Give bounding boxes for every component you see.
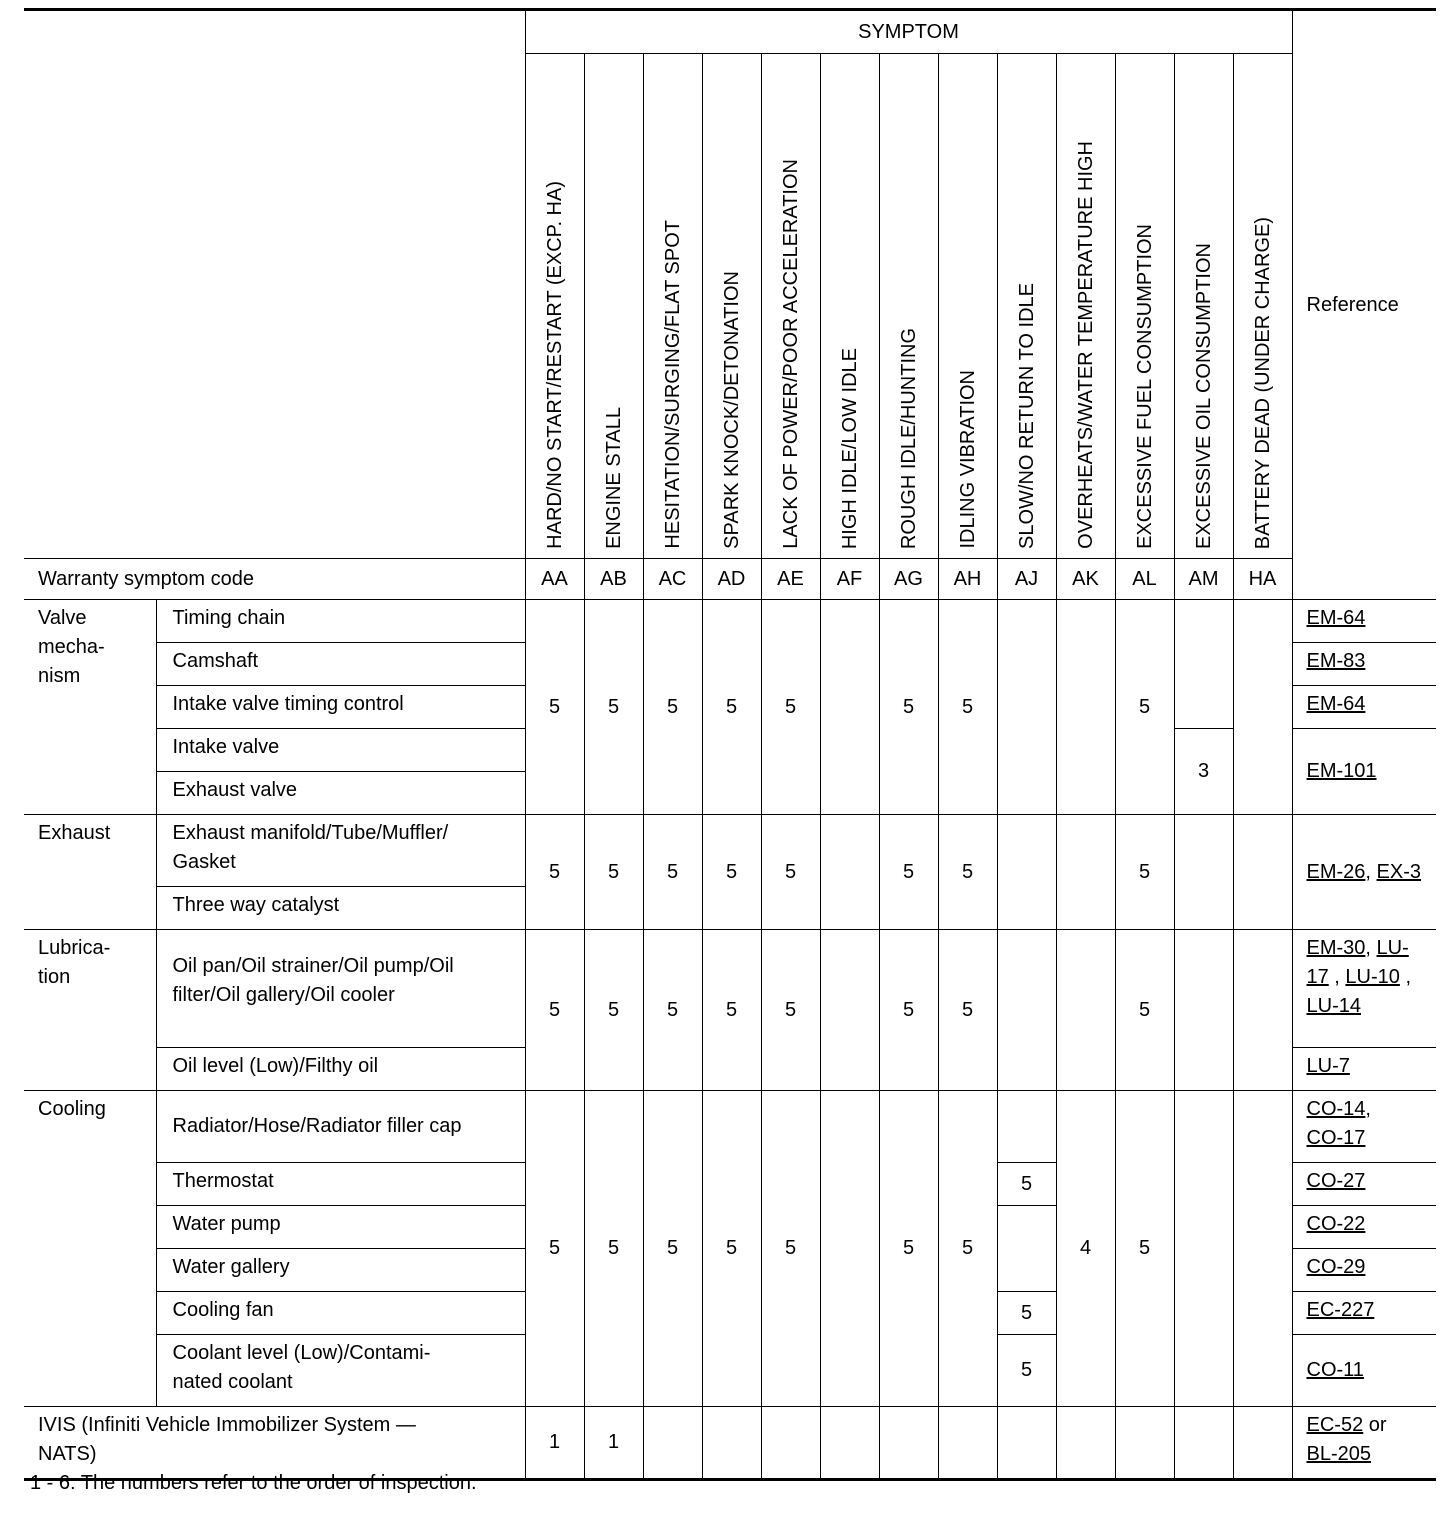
value-cell (879, 1407, 938, 1480)
value-cell: 5 (1115, 1091, 1174, 1407)
value-cell (997, 1407, 1056, 1480)
symptom-header (584, 54, 643, 559)
warranty-code: AG (879, 559, 938, 600)
value-cell (643, 1407, 702, 1480)
header-blank (24, 10, 525, 559)
item-cooling-fan: Cooling fan (156, 1292, 525, 1335)
value-cell: 5 (938, 600, 997, 815)
ref-cell (1292, 1048, 1436, 1091)
category-cooling: Cooling (24, 1091, 156, 1407)
ref-link[interactable]: LU-7 (1306, 1055, 1350, 1077)
item-oil-pan: Oil pan/Oil strainer/Oil pump/Oil filter/Oil gallery/Oil cooler (156, 930, 525, 1048)
warranty-code: AA (525, 559, 584, 600)
symptom-header (1233, 54, 1292, 559)
ref-link[interactable]: LU-10 (1345, 966, 1400, 988)
warranty-code: AH (938, 559, 997, 600)
value-cell (1233, 1091, 1292, 1407)
ref-link[interactable]: LU-17 (1306, 937, 1409, 988)
ref-link[interactable]: CO-27 (1306, 1170, 1366, 1192)
item-intake-valve-timing-control: Intake valve timing control (156, 686, 525, 729)
value-cell: 5 (643, 600, 702, 815)
value-cell (702, 1407, 761, 1480)
value-cell: 1 (525, 1407, 584, 1480)
item-exhaust-manifold: Exhaust manifold/Tube/Muffler/ Gasket (156, 815, 525, 887)
symptom-header (1056, 54, 1115, 559)
warranty-code-label: Warranty symptom code (24, 559, 525, 600)
ref-cell (1292, 1292, 1436, 1335)
symptom-header (1115, 54, 1174, 559)
value-cell (997, 600, 1056, 815)
symptom-heading: SYMPTOM (525, 10, 1292, 54)
value-cell (1056, 600, 1115, 815)
value-cell: 5 (1115, 815, 1174, 930)
value-cell: 5 (702, 930, 761, 1091)
value-cell (820, 1091, 879, 1407)
warranty-code: AB (584, 559, 643, 600)
symptom-label: LACK OF POWER/POOR ACCELERATION (779, 159, 802, 549)
ref-cell (1292, 1335, 1436, 1407)
value-cell (1174, 600, 1233, 729)
ref-cell (1292, 729, 1436, 815)
value-cell: 5 (1115, 600, 1174, 815)
item-timing-chain: Timing chain (156, 600, 525, 643)
symptom-header (879, 54, 938, 559)
symptom-label: HIGH IDLE/LOW IDLE (838, 347, 861, 549)
value-cell (1174, 1407, 1233, 1480)
warranty-code: AJ (997, 559, 1056, 600)
ref-link[interactable]: EX-3 (1376, 860, 1421, 883)
value-cell: 5 (997, 1292, 1056, 1335)
symptom-label: HESITATION/SURGING/FLAT SPOT (661, 220, 684, 549)
value-cell: 5 (938, 1091, 997, 1407)
symptom-header (702, 54, 761, 559)
ref-separator: , (1399, 966, 1412, 988)
warranty-code: AF (820, 559, 879, 600)
value-cell: 5 (702, 815, 761, 930)
item-oil-level: Oil level (Low)/Filthy oil (156, 1048, 525, 1091)
item-radiator: Radiator/Hose/Radiator filler cap (156, 1091, 525, 1163)
symptom-label: HARD/NO START/RESTART (EXCP. HA) (543, 181, 566, 549)
symptom-label: SPARK KNOCK/DETONATION (720, 271, 743, 549)
value-cell (997, 1091, 1056, 1163)
symptom-label: EXCESSIVE FUEL CONSUMPTION (1133, 224, 1156, 549)
ref-cell (1292, 1249, 1436, 1292)
value-cell: 5 (584, 600, 643, 815)
symptom-table (24, 8, 1436, 1481)
symptom-label: BATTERY DEAD (UNDER CHARGE) (1251, 216, 1274, 549)
value-cell (997, 815, 1056, 930)
ref-separator: , (1365, 860, 1377, 883)
ref-cell (1292, 600, 1436, 643)
warranty-code: AD (702, 559, 761, 600)
symptom-header (761, 54, 820, 559)
value-cell (820, 1407, 879, 1480)
ref-cell (1292, 1163, 1436, 1206)
ref-link[interactable]: BL-205 (1306, 1443, 1371, 1465)
value-cell (1174, 1091, 1233, 1407)
ref-cell (1292, 1407, 1436, 1480)
symptom-label: ENGINE STALL (602, 407, 625, 549)
ref-separator: , (1365, 937, 1377, 959)
value-cell: 5 (584, 930, 643, 1091)
item-three-way-catalyst: Three way catalyst (156, 887, 525, 930)
value-cell (761, 1407, 820, 1480)
value-cell: 5 (761, 815, 820, 930)
value-cell (997, 1206, 1056, 1292)
value-cell: 5 (584, 815, 643, 930)
warranty-code: HA (1233, 559, 1292, 600)
item-water-pump: Water pump (156, 1206, 525, 1249)
value-cell: 5 (643, 815, 702, 930)
value-cell (1056, 1407, 1115, 1480)
value-cell (820, 815, 879, 930)
category-exhaust: Exhaust (24, 815, 156, 930)
value-cell: 5 (525, 815, 584, 930)
value-cell: 5 (879, 1091, 938, 1407)
symptom-header (1174, 54, 1233, 559)
item-camshaft: Camshaft (156, 643, 525, 686)
value-cell (1233, 600, 1292, 815)
value-cell: 5 (997, 1335, 1056, 1407)
warranty-code: AE (761, 559, 820, 600)
category-valve-mechanism: Valve mecha- nism (24, 600, 156, 815)
value-cell: 5 (525, 930, 584, 1091)
ref-separator: or (1363, 1414, 1387, 1436)
ref-cell (1292, 930, 1436, 1048)
ref-link[interactable]: CO-29 (1306, 1256, 1366, 1278)
category-ivis: IVIS (Infiniti Vehicle Immobilizer System — NATS) (24, 1407, 525, 1480)
ref-link[interactable]: EC-52 (1306, 1414, 1364, 1436)
symptom-header (997, 54, 1056, 559)
ref-link[interactable]: EM-83 (1306, 650, 1366, 672)
symptom-header (525, 54, 584, 559)
ref-separator: , (1328, 966, 1346, 988)
value-cell: 4 (1056, 1091, 1115, 1407)
warranty-code: AM (1174, 559, 1233, 600)
value-cell: 5 (761, 600, 820, 815)
value-cell: 5 (1115, 930, 1174, 1091)
reference-heading: Reference (1292, 10, 1436, 600)
category-lubrication: Lubrica- tion (24, 930, 156, 1091)
value-cell (1056, 815, 1115, 930)
symptom-label: ROUGH IDLE/HUNTING (897, 327, 920, 549)
ref-cell (1292, 686, 1436, 729)
symptom-label: SLOW/NO RETURN TO IDLE (1015, 283, 1038, 549)
value-cell (820, 600, 879, 815)
value-cell: 5 (761, 930, 820, 1091)
footnote: 1 - 6: The numbers refer to the order of inspection. (30, 1472, 477, 1494)
ref-link[interactable]: EM-30 (1306, 937, 1366, 959)
symptom-label: IDLING VIBRATION (956, 370, 979, 549)
value-cell (1233, 1407, 1292, 1480)
ref-link[interactable]: EM-101 (1306, 760, 1377, 782)
warranty-code: AC (643, 559, 702, 600)
value-cell (1174, 815, 1233, 930)
item-water-gallery: Water gallery (156, 1249, 525, 1292)
ref-separator: , (1365, 1098, 1371, 1120)
value-cell: 5 (879, 930, 938, 1091)
ref-cell (1292, 1091, 1436, 1163)
symptom-header (820, 54, 879, 559)
ref-link[interactable]: EM-26 (1306, 860, 1366, 883)
ref-cell (1292, 815, 1436, 930)
value-cell (820, 930, 879, 1091)
item-intake-valve: Intake valve (156, 729, 525, 772)
value-cell: 3 (1174, 729, 1233, 815)
symptom-header (938, 54, 997, 559)
value-cell (1115, 1407, 1174, 1480)
value-cell: 5 (997, 1163, 1056, 1206)
value-cell (1174, 930, 1233, 1091)
warranty-code: AL (1115, 559, 1174, 600)
value-cell: 5 (584, 1091, 643, 1407)
value-cell (1233, 815, 1292, 930)
value-cell (1056, 930, 1115, 1091)
warranty-code: AK (1056, 559, 1115, 600)
value-cell: 5 (525, 1091, 584, 1407)
ref-link[interactable]: CO-22 (1306, 1213, 1366, 1235)
value-cell: 5 (761, 1091, 820, 1407)
item-thermostat: Thermostat (156, 1163, 525, 1206)
value-cell: 5 (879, 815, 938, 930)
ref-link[interactable]: LU-14 (1306, 995, 1361, 1017)
ref-link[interactable]: EC-227 (1306, 1299, 1375, 1321)
value-cell (1233, 930, 1292, 1091)
symptom-label: OVERHEATS/WATER TEMPERATURE HIGH (1074, 141, 1097, 549)
ref-link[interactable]: EM-64 (1306, 693, 1366, 715)
value-cell: 5 (643, 1091, 702, 1407)
value-cell: 5 (643, 930, 702, 1091)
ref-link[interactable]: CO-14 (1306, 1098, 1366, 1120)
value-cell (938, 1407, 997, 1480)
item-exhaust-valve: Exhaust valve (156, 772, 525, 815)
value-cell: 1 (584, 1407, 643, 1480)
value-cell: 5 (879, 600, 938, 815)
ref-cell (1292, 643, 1436, 686)
ref-link[interactable]: CO-17 (1306, 1127, 1366, 1149)
value-cell: 5 (702, 600, 761, 815)
item-coolant-level: Coolant level (Low)/Contami- nated coolant (156, 1335, 525, 1407)
value-cell: 5 (938, 930, 997, 1091)
ref-link[interactable]: EM-64 (1306, 607, 1366, 629)
value-cell: 5 (525, 600, 584, 815)
value-cell (997, 930, 1056, 1091)
ref-link[interactable]: CO-11 (1306, 1359, 1364, 1381)
symptom-label: EXCESSIVE OIL CONSUMPTION (1192, 243, 1215, 549)
value-cell: 5 (702, 1091, 761, 1407)
ref-cell (1292, 1206, 1436, 1249)
symptom-header (643, 54, 702, 559)
value-cell: 5 (938, 815, 997, 930)
